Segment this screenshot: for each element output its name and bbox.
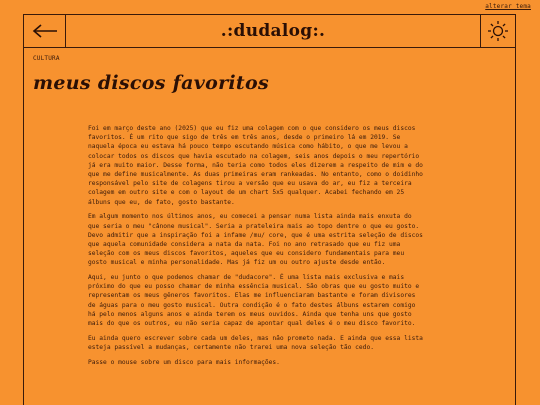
article-paragraph: Foi em março deste ano (2025) que eu fiz uma colagem com o que considero os meus discos favoritos. É um rito que sigo de três em três anos, desde o primeiro lá em 2019. Se naquela época eu estava há pouco tempo escutando música como hábito, o que me levou a colocar todos os discos que havia escutado na colagem, seis anos depois o meu repertório já era muito maior. Desse forma, não teria como todos eles dizerem a respeito de mim e do que me define musicalmente. As duas primeiras eram rankeadas. No entanto, como o doidinho responsável pelo site de colagens tirou a versão que eu usava do ar, eu fiz a terceira colagem em outro site e com o layout de um chart 5x5 qualquer. Acabei fechando em 25 álbuns que eu, de fato, gosto bastante. bbox=[88, 125, 423, 206]
back-button[interactable] bbox=[24, 15, 66, 47]
sun-icon bbox=[487, 20, 509, 42]
article-paragraph: Eu ainda quero escrever sobre cada um deles, mas não prometo nada. E ainda que essa lista esteja passível a mudanças, certamente não trarei uma nova seleção tão cedo. bbox=[88, 334, 423, 351]
site-title-cell bbox=[66, 15, 480, 47]
site-header bbox=[23, 14, 516, 48]
arrow-left-icon bbox=[32, 24, 58, 38]
article-body bbox=[88, 124, 423, 372]
article-paragraph: Em algum momento nos últimos anos, eu comecei a pensar numa lista ainda mais enxuta do que seria o meu "cânone musical". Seria a prateleira mais ao topo dentre o que eu gosto. Devo admitir que a inspiração foi a infame /mu/ core, que é uma estrita seleção de discos que aquela comunidade considera a nata da nata. Foi no ano retrasado que eu fiz uma seleção com os meus discos favoritos, aqueles que eu considero fundamentais para meu gosto musical e minha personalidade. Mas já fiz um ou outro ajuste desde então. bbox=[88, 213, 423, 267]
article-paragraph: Aqui, eu junto o que podemos chamar de "dudacore". É uma lista mais exclusiva e mais próximo do que eu posso chamar de minha essência musical. São obras que eu gosto muito e representam os meus gêneros favoritos. Elas me influenciaram bastante e foram divisores de águas para o meu gosto musical. Outra condição é o fato destes álbuns estarem comigo há pelo menos alguns anos e ainda terem os meus ouvidos. Ainda que tenha uns que gosto mais do que os outros, eu não seria capaz de apontar qual deles é o meu disco favorito. bbox=[88, 274, 420, 328]
theme-toggle-button[interactable] bbox=[480, 15, 515, 47]
site-title[interactable]: .:dudalog:. bbox=[220, 21, 326, 41]
category-label: CULTURA bbox=[33, 55, 60, 62]
page-title: meus discos favoritos bbox=[33, 72, 269, 94]
top-bar bbox=[0, 0, 540, 14]
article-section bbox=[23, 48, 516, 405]
article-paragraph: Passe o mouse sobre um disco para mais informações. bbox=[88, 358, 280, 366]
change-theme-link[interactable]: alterar tema bbox=[485, 3, 531, 10]
